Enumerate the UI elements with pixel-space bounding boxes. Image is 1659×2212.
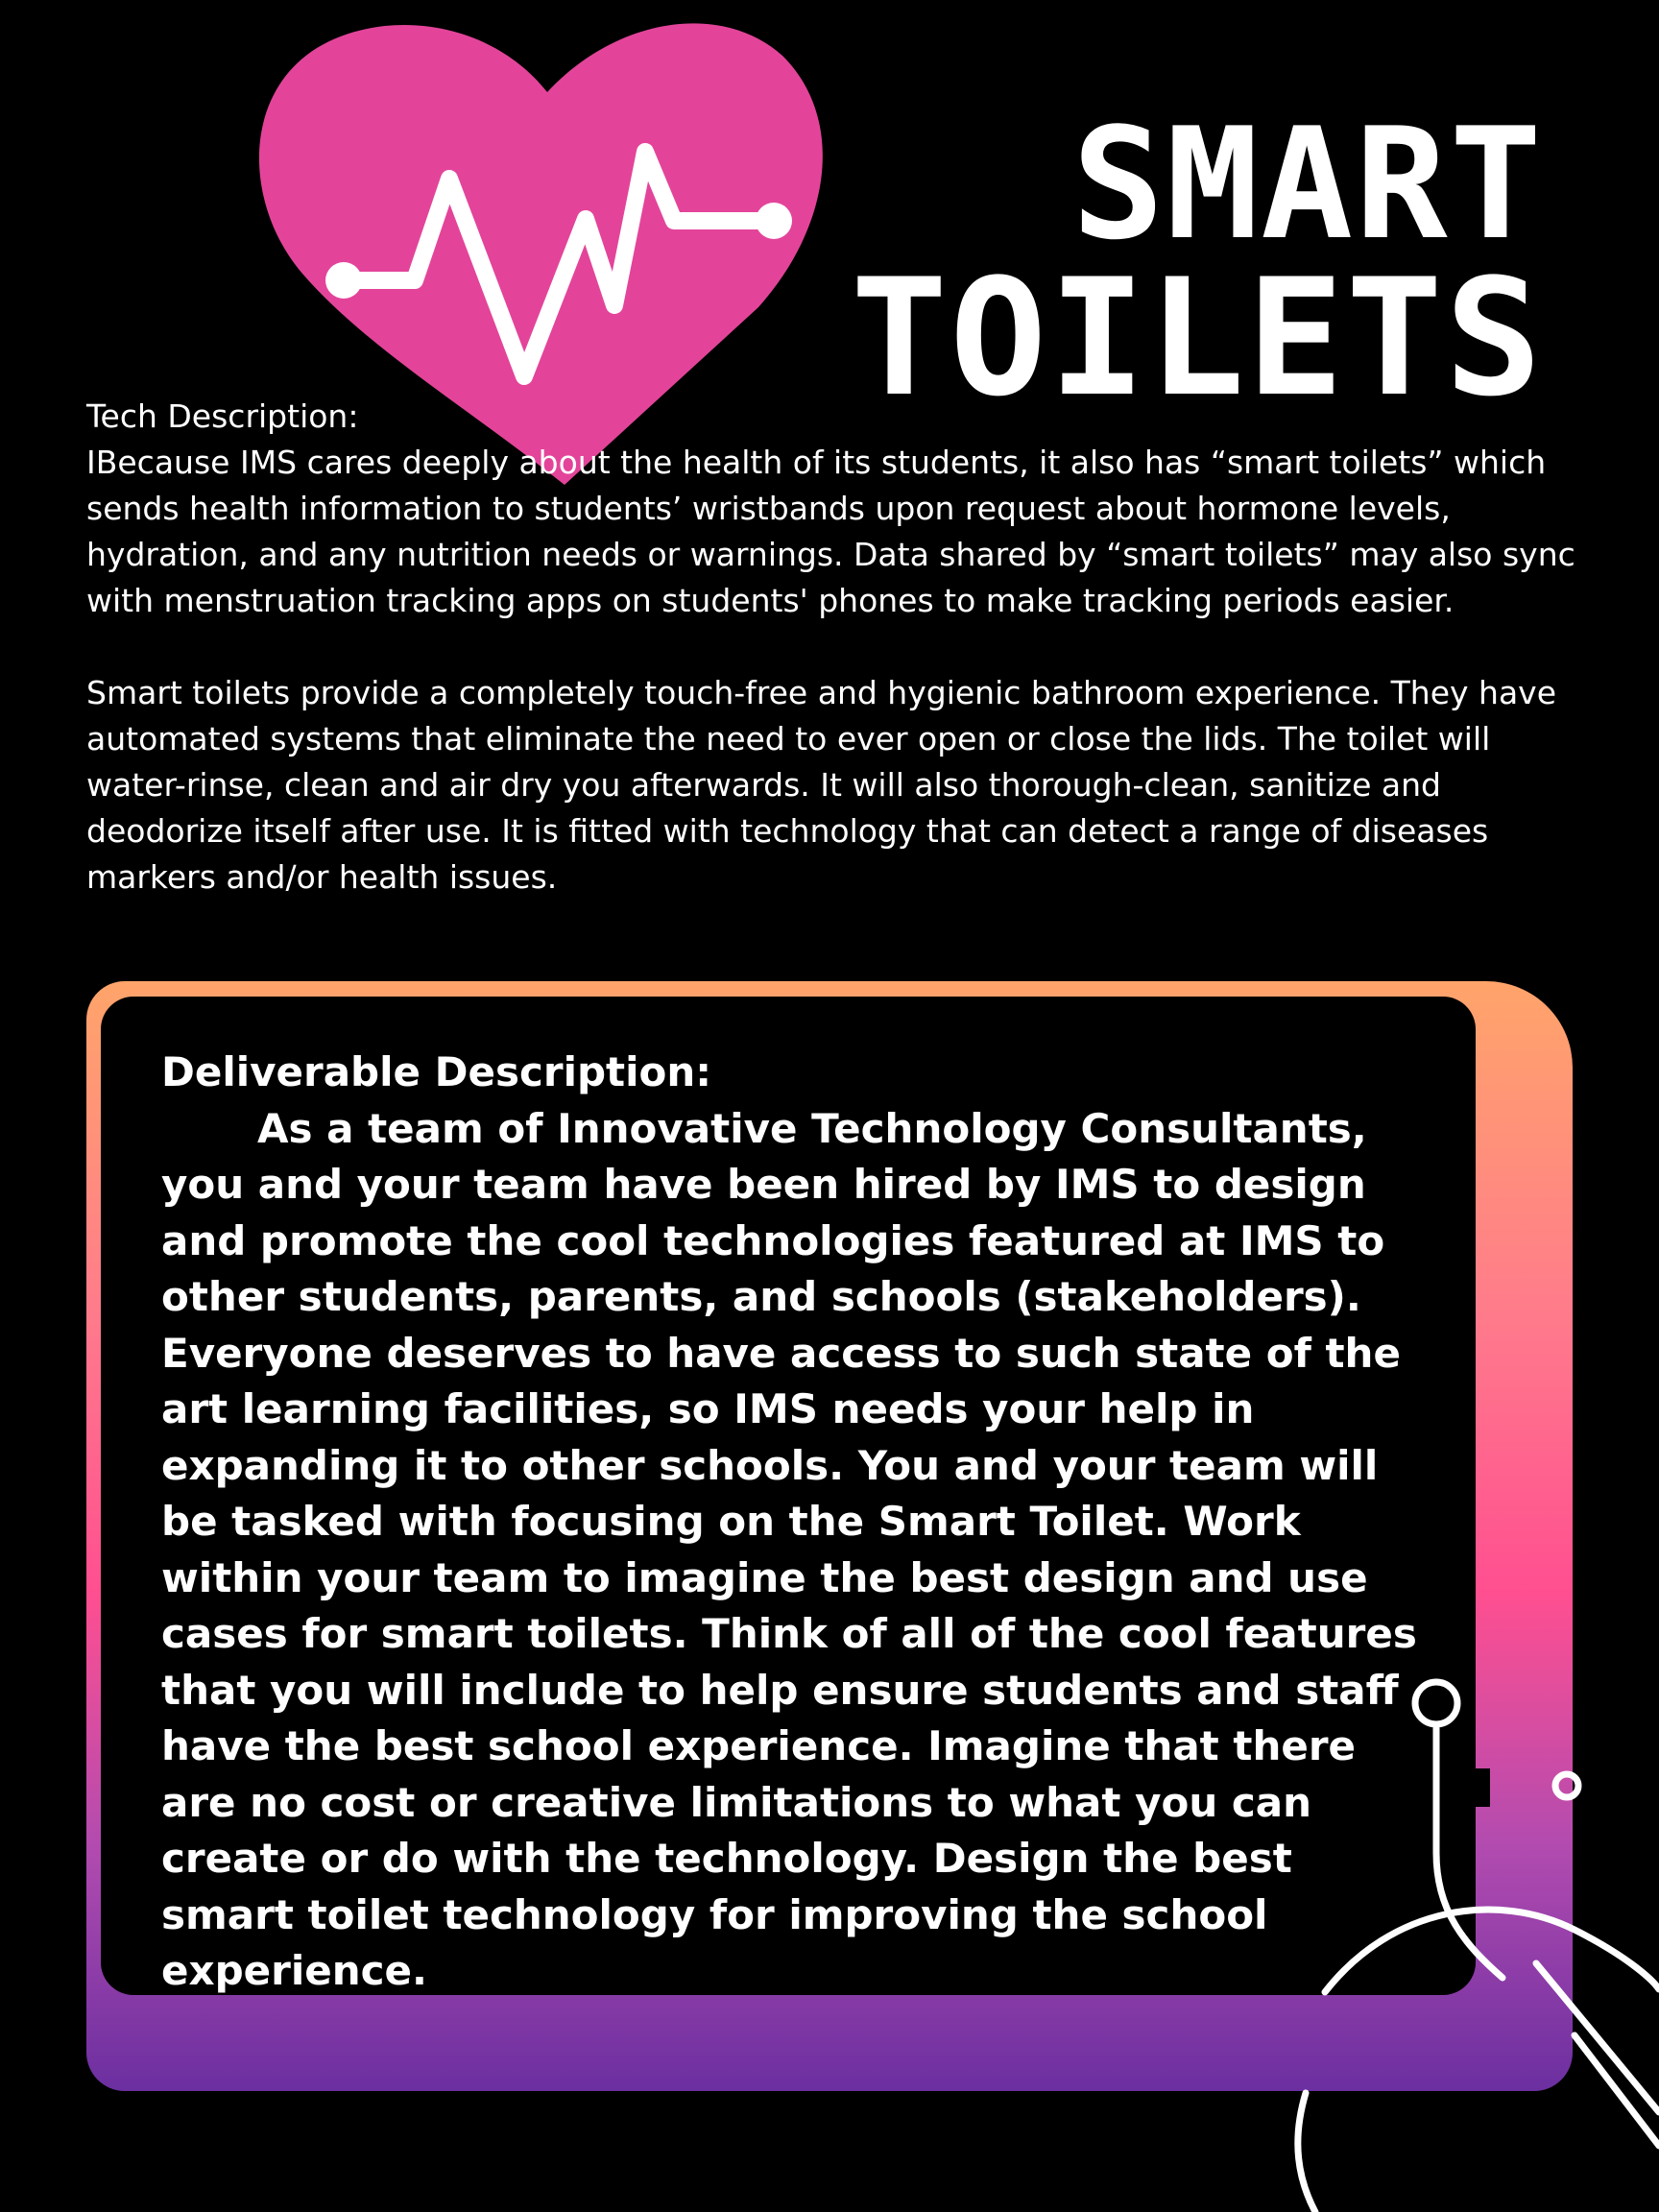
title-line-2: TOILETS — [850, 244, 1544, 432]
tech-description — [86, 394, 1584, 901]
deliverable-description — [161, 1045, 1438, 2000]
paragraph-gap — [86, 624, 1584, 670]
title-line-1: SMART — [1071, 94, 1544, 274]
tech-paragraph-2: Smart toilets provide a completely touch-free and hygienic bathroom experience. They have automated systems that eliminate the need to ever open or close the lids. The toilet will water-rinse, clean and air dry you afterwards. It will also thorough-clean, sanitize and deodorize itself after use. It is fitted with technology that can detect a range of diseases markers and/or health issues. — [86, 674, 1557, 896]
pulse-dot-left — [325, 262, 362, 299]
page-title — [850, 94, 1544, 432]
tech-paragraph-1: IBecause IMS cares deeply about the health of its students, it also has “smart toilets” which sends health information to students’ wristbands upon request about hormone levels, hydration, and any nutrition needs or warnings. Data shared by “smart toilets” may also sync with menstruation tracking apps on students' phones to make tracking periods easier. — [86, 444, 1575, 619]
pulse-dot-right — [756, 203, 792, 239]
stethoscope-loop — [1298, 2093, 1315, 2212]
deliverable-body: As a team of Innovative Technology Consultants, you and your team have been hired by IMS to design and promote the cool technologies featured at IMS to other students, parents, and schools (stakeholders). Everyone deserves to have access to such state of the art learning facilities, so IMS needs your help in expanding it to other schools. You and your team will be tasked with focusing on the Smart Toilet. Work within your team to imagine the best design and use cases for smart toilets. Think of all of the cool features that you will include to help ensure students and staff have the best school experience. Imagine that there are no cost or creative limitations to what you can create or do with the technology. Design the best smart toilet technology for improving the school experience. — [161, 1104, 1417, 1994]
stethoscope-line-b — [1575, 2035, 1659, 2146]
deliverable-heading: Deliverable Description: — [161, 1048, 712, 1095]
tech-heading: Tech Description: — [86, 397, 359, 435]
